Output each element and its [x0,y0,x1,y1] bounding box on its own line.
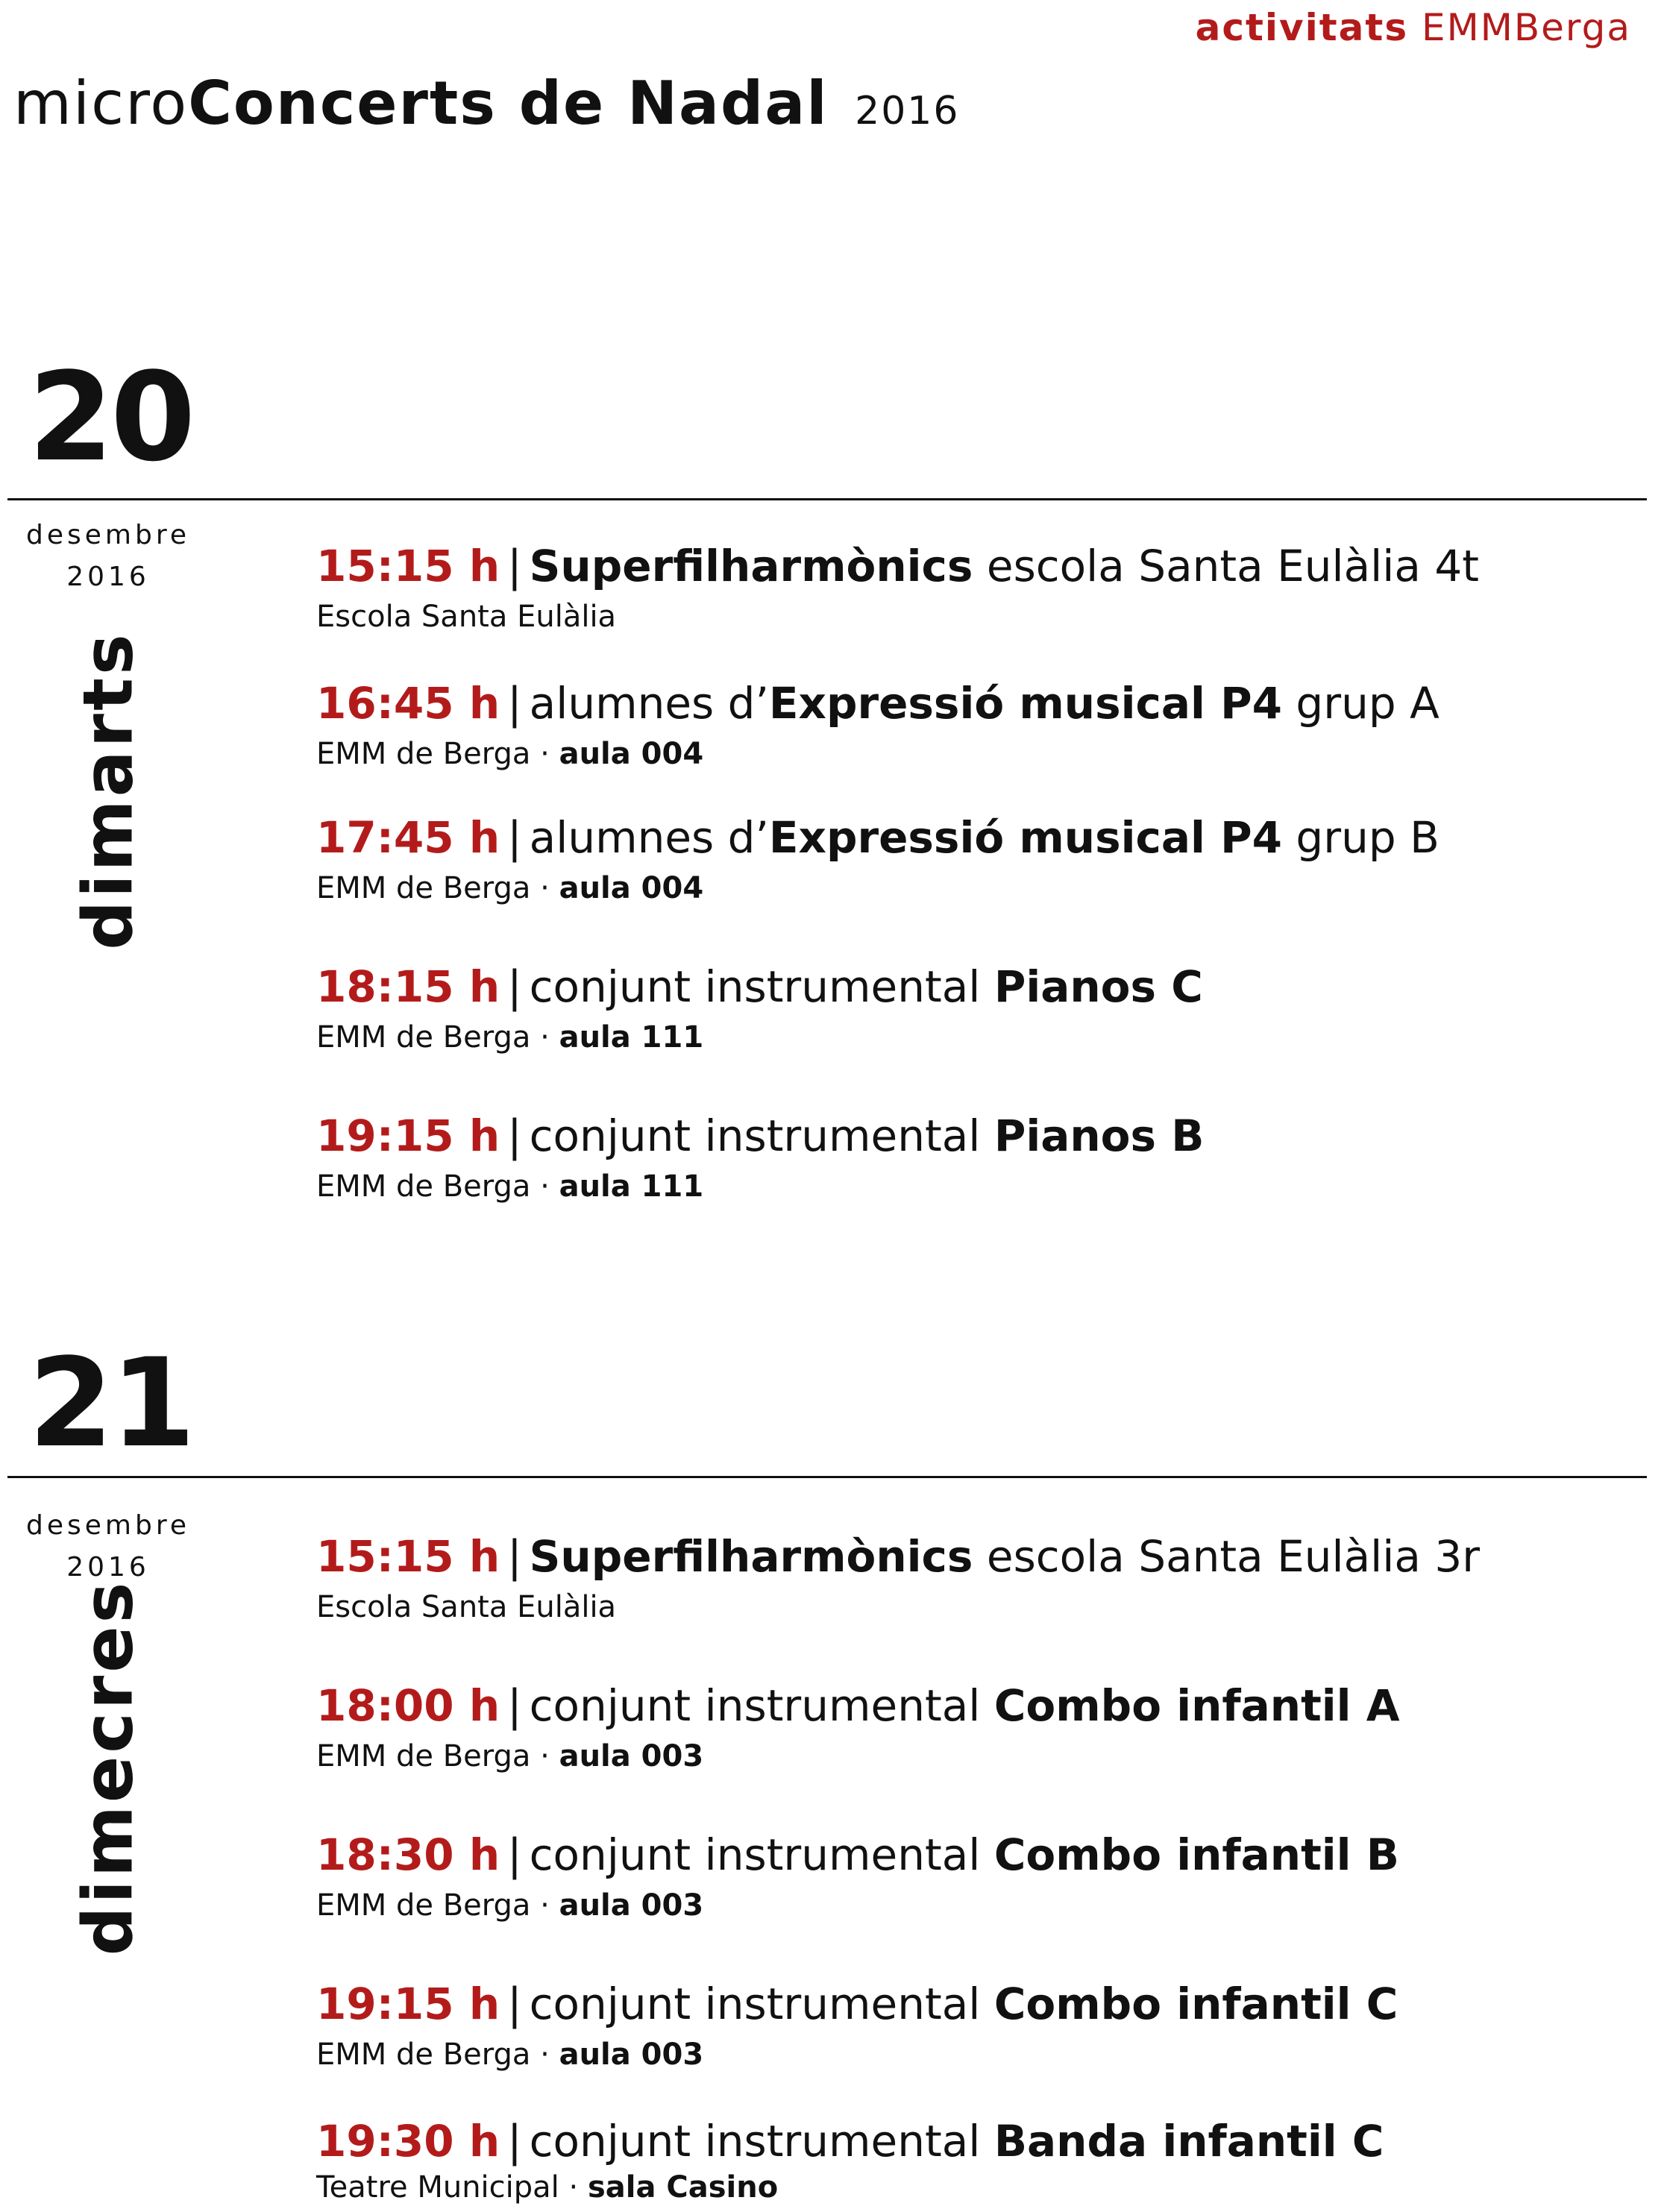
title-year: 2016 [855,89,960,133]
event-suffix: escola Santa Eulàlia 3r [973,1531,1481,1582]
event-time: 15:15 h [316,541,500,591]
event-room: aula 003 [559,1888,704,1923]
event-time: 19:30 h [316,2116,500,2167]
event-item [316,1531,1481,1624]
event-title: Expressió musical P4 [768,678,1282,729]
event-room: sala Casino [587,2170,779,2205]
day-number: 20 [28,346,193,488]
event-prefix: alumnes d’ [529,678,769,729]
weekday-column [67,1581,149,1954]
event-place: Escola Santa Eulàlia [316,1590,617,1624]
event-room: aula 004 [559,737,704,771]
day-month: desembre [26,1510,190,1541]
event-place: EMM de Berga · [316,1169,559,1204]
event-separator: | [507,678,522,729]
brand-name: EMMBerga [1422,6,1631,49]
event-place: EMM de Berga · [316,1739,559,1773]
event-title: Expressió musical P4 [768,812,1282,863]
event-prefix: alumnes d’ [529,812,769,863]
event-item [316,812,1439,905]
day-weekday: dimarts [68,631,148,950]
day-year: 2016 [66,562,150,592]
event-item [316,678,1439,771]
event-separator: | [507,1531,522,1582]
event-item [316,1110,1205,1204]
event-suffix: escola Santa Eulàlia 4t [973,541,1480,591]
event-separator: | [507,1979,522,2029]
event-separator: | [507,812,522,863]
event-prefix: conjunt instrumental [529,1680,994,1731]
event-room: aula 003 [559,2037,704,2072]
day-weekday: dimecres [68,1579,148,1956]
event-prefix: conjunt instrumental [529,961,994,1012]
event-place: Teatre Municipal · [316,2170,588,2205]
weekday-column [67,604,149,977]
event-suffix: grup B [1281,812,1439,863]
brand-label [1196,6,1631,49]
event-title: Banda infantil C [993,2116,1384,2167]
event-separator: | [507,541,522,591]
event-item [316,541,1480,634]
event-place: EMM de Berga · [316,737,559,771]
title-bold: Concerts de Nadal [188,69,829,138]
event-room: aula 003 [559,1739,704,1773]
event-time: 16:45 h [316,678,500,729]
event-item [316,2116,1384,2205]
event-item [316,961,1203,1055]
event-place: Escola Santa Eulàlia [316,600,617,634]
event-suffix: grup A [1281,678,1439,729]
event-prefix: conjunt instrumental [529,1110,994,1161]
event-prefix: conjunt instrumental [529,1829,994,1880]
event-title: Superfilharmònics [529,541,973,591]
day-divider [7,498,1647,500]
event-separator: | [507,1829,522,1880]
event-place: EMM de Berga · [316,2037,559,2072]
event-room: aula 111 [559,1169,704,1204]
event-separator: | [507,961,522,1012]
day-year: 2016 [66,1552,150,1583]
event-time: 19:15 h [316,1110,500,1161]
event-place: EMM de Berga · [316,871,559,905]
event-item [316,1979,1398,2072]
event-title: Combo infantil A [993,1680,1400,1731]
event-room: aula 004 [559,871,704,905]
event-title: Combo infantil C [993,1979,1398,2029]
event-time: 17:45 h [316,812,500,863]
event-time: 18:00 h [316,1680,500,1731]
event-prefix: conjunt instrumental [529,1979,994,2029]
event-time: 19:15 h [316,1979,500,2029]
event-item [316,1829,1399,1923]
day-divider [7,1476,1647,1478]
event-title: Superfilharmònics [529,1531,973,1582]
day-month: desembre [26,520,190,550]
event-place: EMM de Berga · [316,1888,559,1923]
event-room: aula 111 [559,1020,704,1055]
title-light: micro [13,69,189,138]
event-title: Pianos C [993,961,1203,1012]
brand-bold: activitats [1195,6,1409,49]
event-time: 15:15 h [316,1531,500,1582]
day-number: 21 [28,1332,193,1474]
event-separator: | [507,2116,522,2167]
event-time: 18:15 h [316,961,500,1012]
event-prefix: conjunt instrumental [529,2116,994,2167]
event-title: Combo infantil B [993,1829,1399,1880]
event-separator: | [507,1680,522,1731]
event-title: Pianos B [993,1110,1205,1161]
page-title [13,69,959,138]
event-item [316,1680,1400,1773]
event-separator: | [507,1110,522,1161]
event-place: EMM de Berga · [316,1020,559,1055]
event-time: 18:30 h [316,1829,500,1880]
